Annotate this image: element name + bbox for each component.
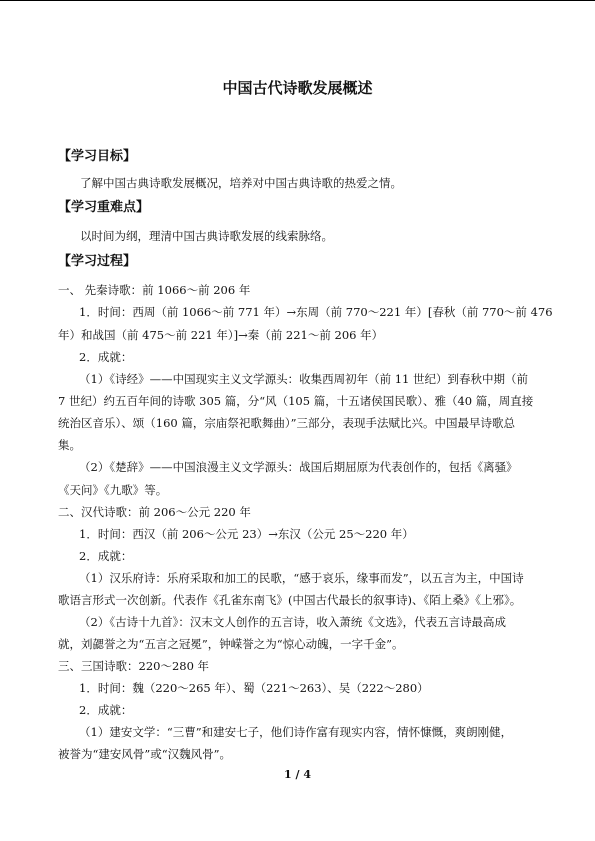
body-line: 年）和战国（前 475～前 221 年）]→秦（前 221～前 206 年） [58,328,384,342]
goal-text: 了解中国古典诗歌发展概况，培养对中国古典诗歌的热爱之情。 [80,176,402,190]
body-line: （1）汉乐府诗：乐府采取和加工的民歌，“感于哀乐，缘事而发”，以五言为主，中国诗 [79,571,524,585]
body-line: 1．时间：西汉（前 206～公元 23）→东汉（公元 25～220 年） [79,527,414,541]
section-3-title: 三、三国诗歌：220～280 年 [58,659,210,673]
section-2-title: 二、汉代诗歌：前 206～公元 220 年 [58,505,251,519]
body-line: （1）建安文学：“三曹”和建安七子，他们诗作富有现实内容，情怀慷慨，爽朗刚健， [79,725,513,739]
top-rule [0,0,595,1]
body-line: （2）《楚辞》——中国浪漫主义文学源头：战国后期屈原为代表创作的，包括《离骚》 [79,460,518,474]
body-line: 歌语言形式一次创新。代表作《孔雀东南飞》(中国古代最长的叙事诗)、《陌上桑》《上邪》。 [58,593,522,607]
page-title: 中国古代诗歌发展概述 [222,79,373,97]
body-line: 集。 [58,438,81,452]
body-line: 被誉为“建安风骨”或“汉魏风骨”。 [58,747,232,761]
heading-key: 【学习重难点】 [58,200,150,215]
body-line: （1）《诗经》——中国现实主义文学源头：收集西周初年（前 11 世纪）到春秋中期（前 [79,372,529,386]
body-line: 2．成就： [79,350,133,364]
body-line: （2）《古诗十九首》：汉末文人创作的五言诗，收入萧统《文选》，代表五言诗最高成 [79,615,507,629]
section-1-title: 一、 先秦诗歌：前 1066～前 206 年 [58,283,251,297]
body-line: 2．成就： [79,703,133,717]
heading-process: 【学习过程】 [58,254,137,269]
heading-goal: 【学习目标】 [58,149,137,164]
body-line: 2．成就： [79,549,133,563]
body-line: 就，刘勰誉之为“五言之冠冕”，钟嵘誉之为“惊心动魄，一字千金”。 [58,637,404,651]
body-line: 《天问》《九歌》等。 [58,483,168,497]
page-number: 1 / 4 [284,768,311,781]
body-line: 1．时间：西周（前 1066～前 771 年）→东周（前 770～221 年）[春秋（前 770～前 476 [79,305,553,319]
body-line: 1．时间：魏（220～265 年）、蜀（221～263）、吴（222～280） [79,681,429,695]
body-line: 统治区音乐）、颂（160 篇，宗庙祭祀歌舞曲）”三部分，表现手法赋比兴。中国最早诗歌总 [58,416,515,430]
body-line: 7 世纪）约五百年间的诗歌 305 篇，分“风（105 篇，十五诸侯国民歌）、雅（40 篇，周直接 [58,394,534,408]
key-text: 以时间为纲，理清中国古典诗歌发展的线索脉络。 [80,229,333,243]
